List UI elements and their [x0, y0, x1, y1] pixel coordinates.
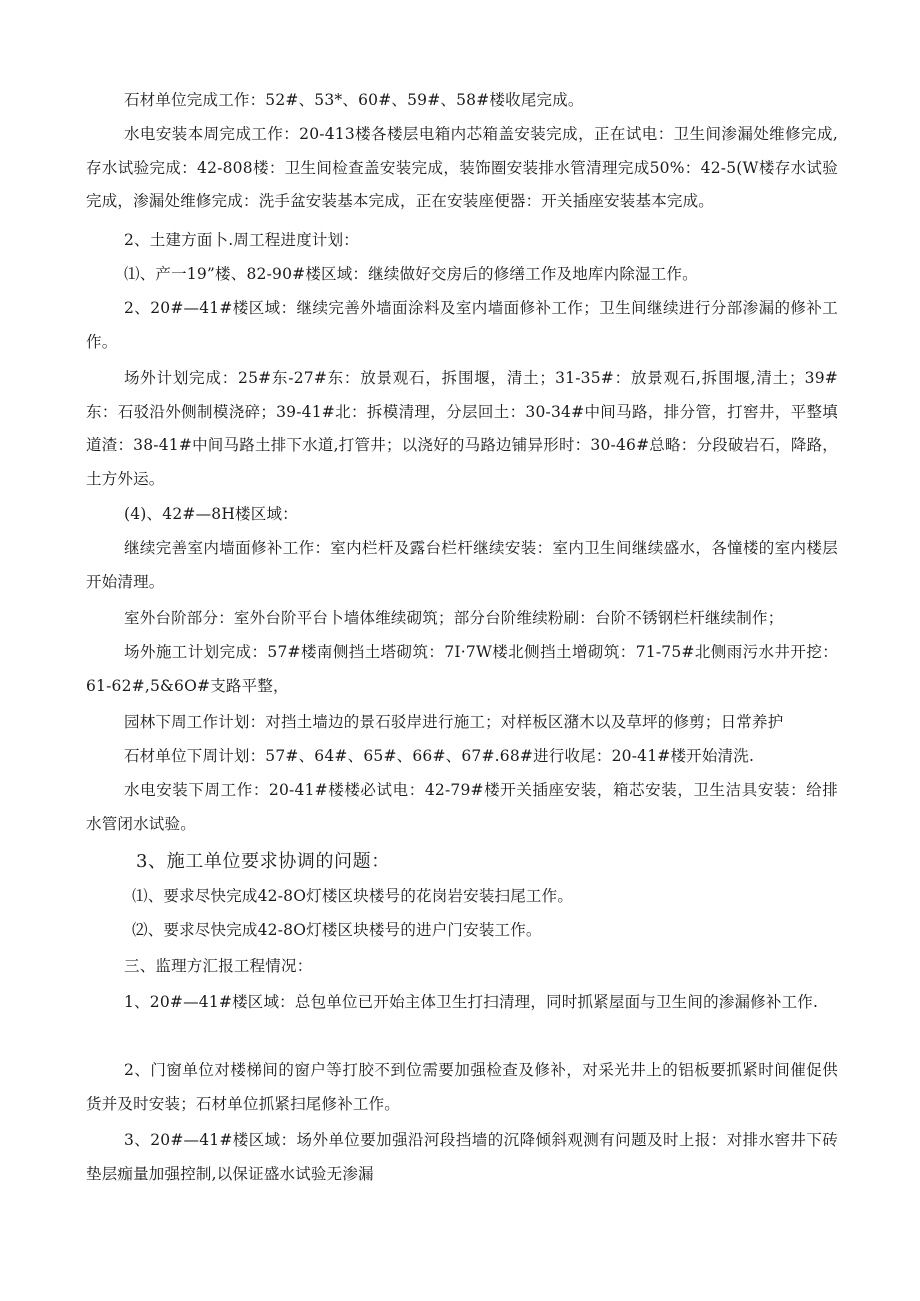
paragraph-stone-completed: 石材单位完成工作：52#、53*、60#、59#、58#楼收尾完成。 [124, 91, 584, 109]
paragraph-landscape-plan: 园林下周工作计划：对挡土墙边的景石驳岸进行施工；对样板区潴木以及草坪的修剪；日常养护 [124, 713, 784, 731]
paragraph-stone-plan: 石材单位下周计划：57#、64#、65#、66#、67#.68#进行收尾：20-41#楼开始清洗. [124, 747, 755, 765]
paragraph-external-plan: 场外计划完成：25#东-27#东：放景观石，拆围堰，清土；31-35#：放景观石,拆围堰,清土；39#东：石驳沿外侧制模浇碎；39-41#北：拆模清理，分层回土：30-34#中间马路，排分管，打窖井，平整填道渣：38-41#中间马路土排下水道,打管井；以浇好的马路边铺异形时：30-46#总略：分段破岩石，降路，土方外运。 [86, 369, 838, 488]
paragraph-plumbing-plan: 水电安装下周工作：20-41#楼楼必试电：42-79#楼开关插座安装，箱芯安装，卫生洁具安装：给排水管闭水试验。 [86, 781, 838, 833]
paragraph-area-1: ⑴、产一19”楼、82-90#楼区域：继续做好交房后的修缮工作及地库内除湿工作。 [124, 265, 698, 283]
paragraph-external-construction: 场外施工计划完成：57#楼南侧挡土塔砌筑：7I·7W楼北侧挡土增砌筑：71-75#北侧雨污水井开挖：61-62#,5&6O#支路平整， [86, 643, 838, 695]
paragraph-supervision-1: 1、20#—41#楼区域：总包单位已开始主体卫生打扫清理，同时抓紧屋面与卫生间的渗漏修补工作. [124, 993, 819, 1011]
paragraph-request-1: ⑴、要求尽快完成42-8O灯楼区块楼号的花岗岩安装扫尾工作。 [132, 887, 574, 905]
section-heading-supervision: 三、监理方汇报工程情况： [124, 957, 313, 975]
section-heading-coordination: 3、施工单位要求协调的问题： [136, 851, 390, 872]
paragraph-request-2: ⑵、要求尽快完成42-8O灯楼区块楼号的进户门安装工作。 [132, 921, 542, 939]
paragraph-supervision-2: 2、门窗单位对楼梯间的窗户等打胶不到位需要加强检查及修补，对采光井上的铝板要抓紧时间催促供货并及时安装；石材单位抓紧扫尾修补工作。 [86, 1061, 838, 1113]
paragraph-steps: 室外台阶部分：室外台阶平台卜墙体维续砌筑；部分台阶维续粉刷：台阶不锈钢栏杆继续制作； [124, 609, 784, 627]
paragraph-supervision-3: 3、20#—41#楼区域：场外单位要加强沿河段挡墙的沉降倾斜观测有问题及时上报：对排水窖井下砖垫层痂量加强控制,以保证盛水试验无渗漏 [86, 1131, 838, 1183]
paragraph-area-4-heading: (4)、42#—8H楼区域： [124, 505, 298, 523]
paragraph-interior-repair: 继续完善室内墙面修补工作：室内栏杆及露台栏杆继续安装：室内卫生间继续盛水，各憧楼的室内楼层开始清理。 [86, 539, 838, 591]
paragraph-civil-plan-heading: 2、土建方面卜.周工程进度计划： [124, 231, 359, 249]
paragraph-plumbing-completed: 水电安装本周完成工作：20-413楼各楼层电箱内芯箱盖安装完成，正在试电：卫生间渗漏处维修完成,存水试验完成：42-808楼：卫生间检查盖安装完成，装饰圈安装排水管清理完成50%：42-5(W楼存水试验完成，渗漏处维修完成：洗手盆安装基本完成，正在安装座便器：开关插座安装基本完成。 [86, 125, 838, 210]
paragraph-area-2: 2、20#—41#楼区域：继续完善外墙面涂料及室内墙面修补工作；卫生间继续进行分部渗漏的修补工作。 [86, 299, 838, 351]
